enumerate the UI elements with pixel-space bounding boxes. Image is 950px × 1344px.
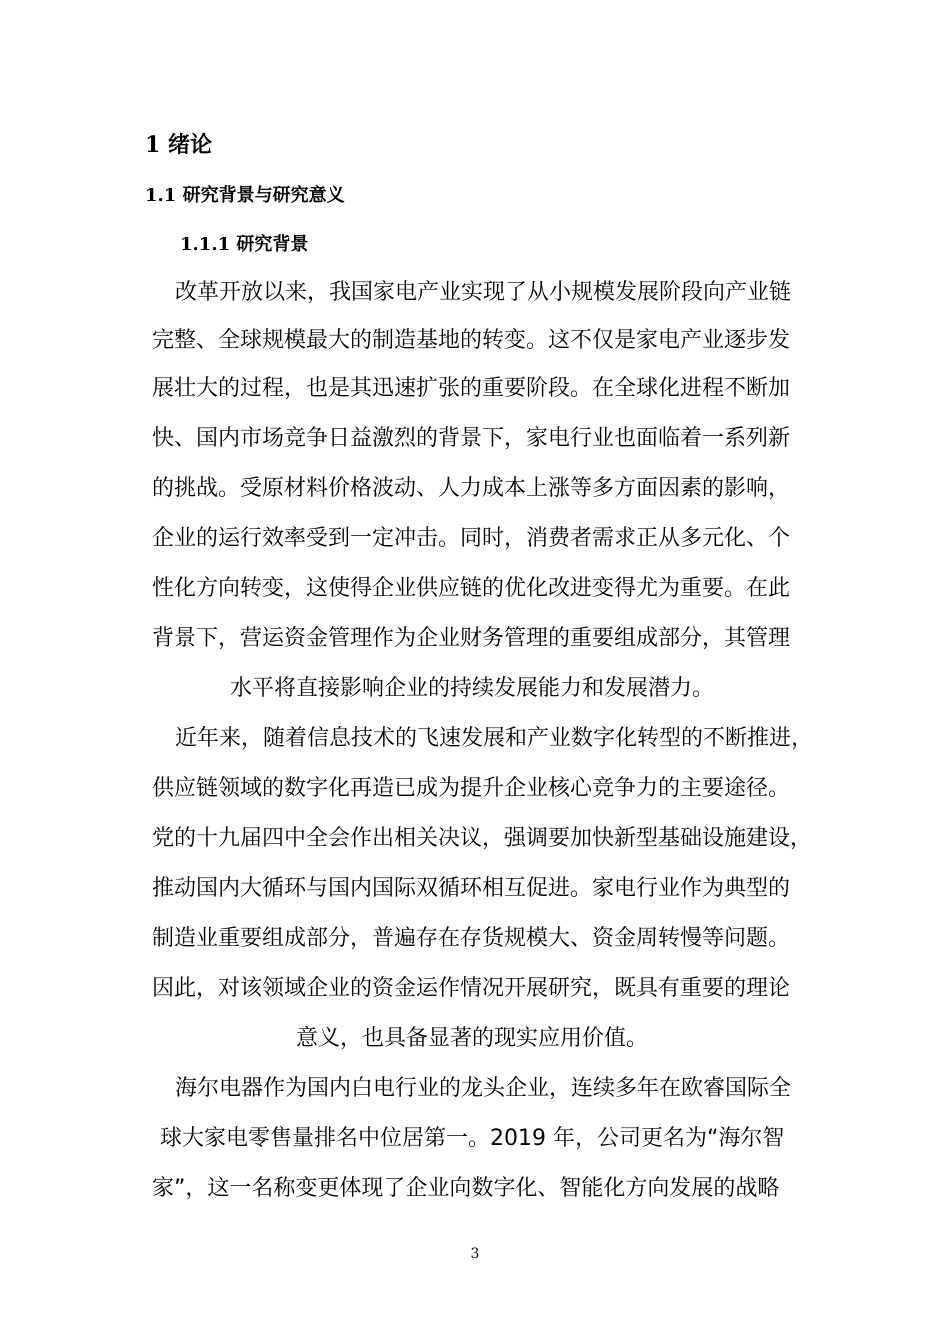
body-line: 家”，这一名称变更体现了企业向数字化、智能化方向发展的战略 xyxy=(152,1176,780,1201)
body-line: 性化方向转变，这使得企业供应链的优化改进变得尤为重要。在此 xyxy=(152,576,791,601)
body-line: 展壮大的过程，也是其迅速扩张的重要阶段。在全球化进程不断加 xyxy=(152,376,791,401)
body-line: 水平将直接影响企业的持续发展能力和发展潜力。 xyxy=(230,676,715,701)
body-line: 近年来，随着信息技术的飞速发展和产业数字化转型的不断推进， xyxy=(175,726,814,751)
body-line: 完整、全球规模最大的制造基地的转变。这不仅是家电产业逐步发 xyxy=(152,328,791,353)
body-line: 快、国内市场竞争日益激烈的背景下，家电行业也面临着一系列新 xyxy=(152,426,791,451)
body-line: 因此，对该领域企业的资金运作情况开展研究，既具有重要的理论 xyxy=(152,976,791,1001)
body-line: 改革开放以来，我国家电产业实现了从小规模发展阶段向产业链 xyxy=(175,280,792,305)
subsection-heading: 1.1.1 研究背景 xyxy=(180,234,309,255)
body-line: 海尔电器作为国内白电行业的龙头企业，连续多年在欧睿国际全 xyxy=(175,1076,792,1101)
page-number: 3 xyxy=(470,1246,480,1262)
section-heading: 1.1 研究背景与研究意义 xyxy=(145,185,345,206)
body-line: 的挑战。受原材料价格波动、人力成本上涨等多方面因素的影响， xyxy=(152,476,791,501)
body-line: 企业的运行效率受到一定冲击。同时，消费者需求正从多元化、个 xyxy=(152,526,791,551)
body-line: 供应链领域的数字化再造已成为提升企业核心竞争力的主要途径。 xyxy=(152,776,791,801)
body-line: 意义，也具备显著的现实应用价值。 xyxy=(296,1026,649,1051)
body-line: 背景下，营运资金管理作为企业财务管理的重要组成部分，其管理 xyxy=(152,626,791,651)
body-line: 制造业重要组成部分，普遍存在存货规模大、资金周转慢等问题。 xyxy=(152,926,791,951)
body-line: 党的十九届四中全会作出相关决议，强调要加快新型基础设施建设， xyxy=(152,826,813,851)
body-line: 推动国内大循环与国内国际双循环相互促进。家电行业作为典型的 xyxy=(152,876,791,901)
body-line: 球大家电零售量排名中位居第一。2019 年，公司更名为“海尔智 xyxy=(160,1126,785,1151)
chapter-heading: 1 绪论 xyxy=(145,132,212,158)
